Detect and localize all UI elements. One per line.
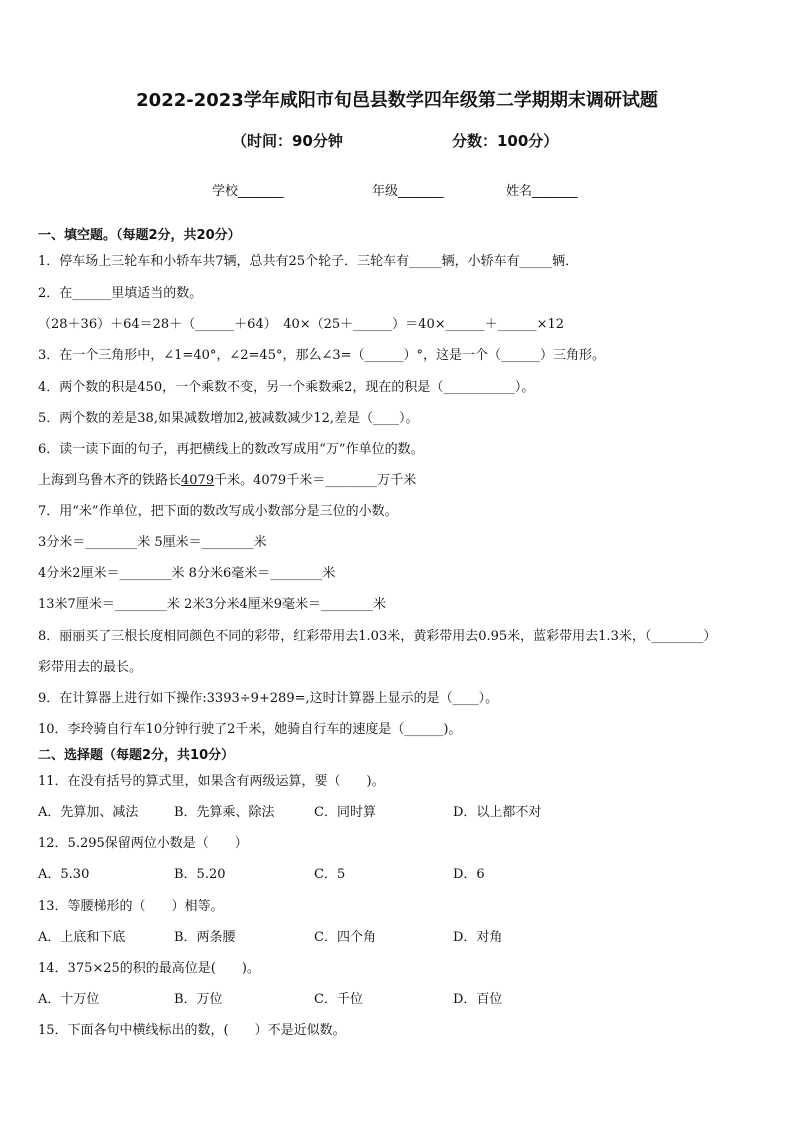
question-line: 15．下面各句中横线标出的数，( ）不是近似数。 xyxy=(38,1023,346,1038)
question-line: 7．用“米”作单位，把下面的数改写成小数部分是三位的小数。 xyxy=(38,504,398,519)
question-line: 彩带用去的最长。 xyxy=(38,660,143,675)
option-c: C．四个角 xyxy=(314,930,376,945)
option-b: B．先算乘、除法 xyxy=(174,805,275,820)
question-line: 13．等腰梯形的（ ）相等。 xyxy=(38,899,224,914)
option-b: B．两条腰 xyxy=(174,930,236,945)
option-b: B．5.20 xyxy=(174,867,226,882)
question-line: 3分米＝________米 5厘米＝________米 xyxy=(38,535,267,550)
question-line: 2．在______里填适当的数。 xyxy=(38,286,203,301)
question-line: 6．读一读下面的句子，再把横线上的数改写成用“万”作单位的数。 xyxy=(38,442,424,457)
section-heading: 一、填空题。（每题2分，共20分） xyxy=(38,228,241,243)
option-a: A．上底和下底 xyxy=(38,930,126,945)
exam-score: 分数：100分） xyxy=(452,132,559,150)
option-a: A．先算加、减法 xyxy=(38,805,139,820)
option-d: D．对角 xyxy=(453,930,503,945)
q6-suffix: 千米。4079千米＝________万千米 xyxy=(214,473,417,488)
question-line: 4．两个数的积是450，一个乘数不变，另一个乘数乘2，现在的积是（___________）。 xyxy=(38,380,535,395)
option-a: A．5.30 xyxy=(38,867,90,882)
question-line: 1．停车场上三轮车和小轿车共7辆，总共有25个轮子．三轮车有_____辆，小轿车有_____辆． xyxy=(38,254,579,269)
option-a: A．十万位 xyxy=(38,992,100,1007)
question-line: 10．李玲骑自行车10分钟行驶了2千米，她骑自行车的速度是（______)。 xyxy=(38,722,462,737)
section-heading: 二、选择题（每题2分，共10分） xyxy=(38,748,235,763)
exam-time: （时间：90分钟 xyxy=(232,132,343,150)
question-line: 3．在一个三角形中，∠1=40°，∠2=45°，那么∠3=（______）°，这是一个（______）三角形。 xyxy=(38,348,606,363)
grade-field: 年级_______ xyxy=(372,184,444,199)
question-line: 8．丽丽买了三根长度相同颜色不同的彩带，红彩带用去1.03米，黄彩带用去0.95米，蓝彩带用去1.3米，（________） xyxy=(38,629,717,644)
question-line: 4分米2厘米＝________米 8分米6毫米＝________米 xyxy=(38,566,336,581)
question-line: 13米7厘米＝________米 2米3分米4厘米9毫米＝________米 xyxy=(38,597,387,612)
page-title: 2022-2023学年咸阳市旬邑县数学四年级第二学期期末调研试题 xyxy=(136,90,658,111)
question-line xyxy=(38,469,416,488)
question-line: 11．在没有括号的算式里，如果含有两级运算，要（ )。 xyxy=(38,774,385,789)
question-line: 14．375×25的积的最高位是( )。 xyxy=(38,961,260,976)
option-d: D．百位 xyxy=(453,992,503,1007)
name-field: 姓名_______ xyxy=(506,184,578,199)
option-c: C．同时算 xyxy=(314,805,376,820)
question-line: 9．在计算器上进行如下操作:3393÷9+289=,这时计算器上显示的是（____）。 xyxy=(38,691,499,706)
school-field: 学校_______ xyxy=(212,184,284,199)
question-line: （28＋36）＋64＝28＋（______＋64） 40×（25＋______）＝40×______＋______×12 xyxy=(38,317,565,332)
option-b: B．万位 xyxy=(174,992,223,1007)
option-c: C．5 xyxy=(314,867,346,882)
underlined-number: 4079 xyxy=(181,473,215,488)
option-d: D．以上都不对 xyxy=(453,805,542,820)
question-line: 5．两个数的差是38,如果减数增加2,被减数减少12,差是（____）。 xyxy=(38,411,419,426)
question-line: 12．5.295保留两位小数是（ ） xyxy=(38,836,248,851)
option-c: C．千位 xyxy=(314,992,363,1007)
q6-prefix: 上海到乌鲁木齐的铁路长 xyxy=(38,473,182,488)
option-d: D．6 xyxy=(453,867,485,882)
